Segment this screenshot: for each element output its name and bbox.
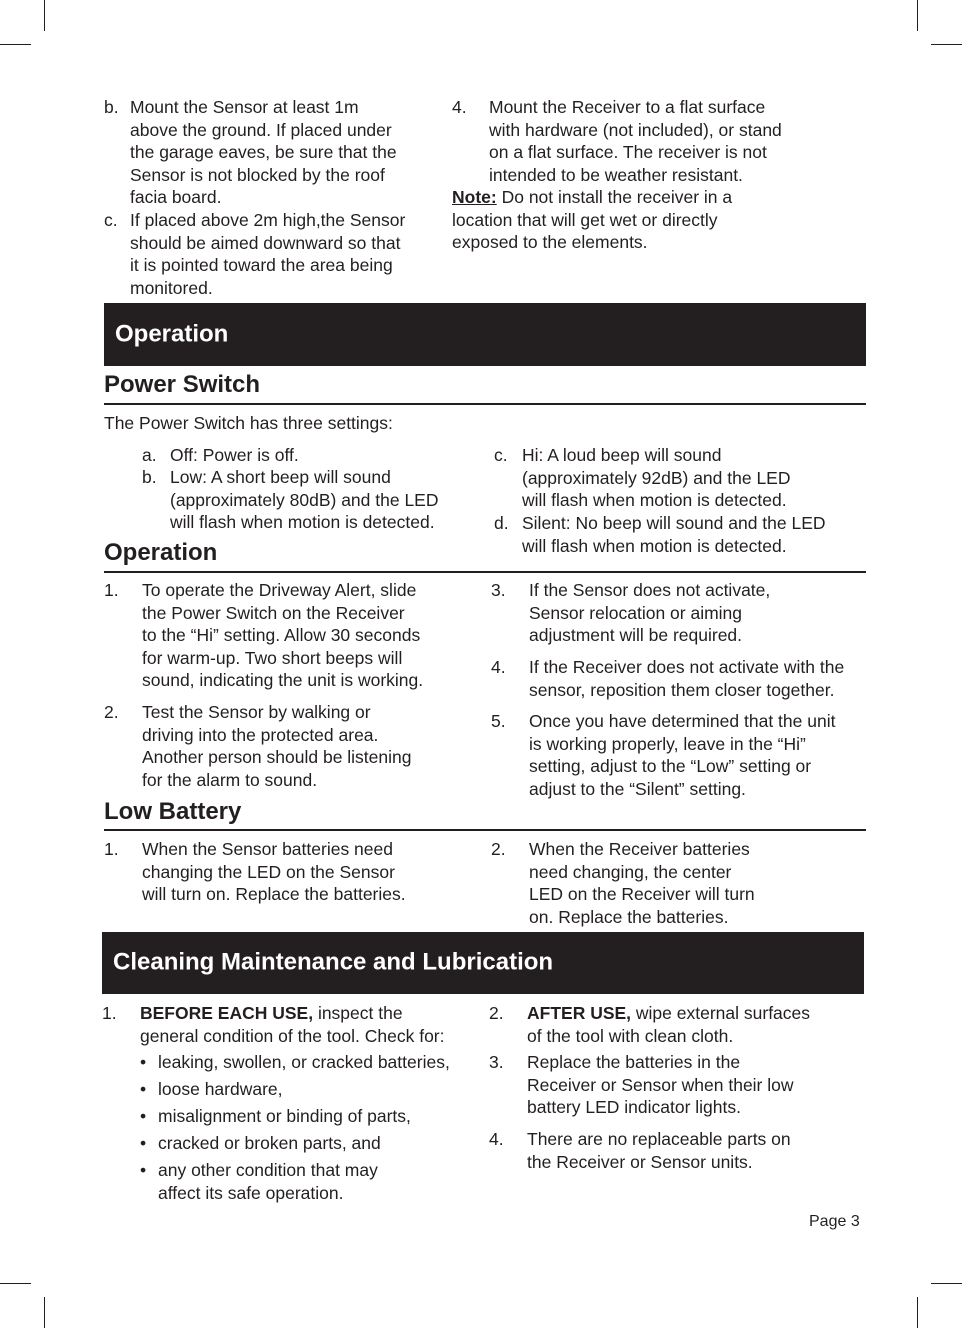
bullet-glyph: • (140, 1052, 147, 1072)
text-line: to the “Hi” setting. Allow 30 seconds (142, 625, 421, 646)
emphasis-text: AFTER USE, (527, 1003, 632, 1023)
text-line: If placed above 2m high,the Sensor (130, 210, 406, 230)
text-line: for warm-up. Two short beeps will (142, 647, 403, 668)
text-line: sensor, reposition them closer together. (529, 679, 835, 700)
text-line: above the ground. If placed under (130, 119, 392, 140)
crop-mark (0, 44, 31, 45)
list-marker: 3. (489, 1052, 504, 1072)
text-line: adjust to the “Silent” setting. (529, 778, 746, 799)
text-line: with hardware (not included), or stand (489, 119, 782, 140)
text-line: Mount the Receiver to a flat surface (489, 97, 766, 117)
list-marker: c. (494, 445, 508, 465)
text-line: (approximately 80dB) and the LED (170, 489, 439, 510)
crop-mark (931, 1283, 962, 1284)
crop-mark (44, 1297, 45, 1328)
text-line: Hi: A loud beep will sound (522, 445, 722, 465)
text-line: When the Sensor batteries need (142, 839, 393, 859)
text-line: Low: A short beep will sound (170, 467, 391, 487)
list-marker: 4. (489, 1129, 504, 1149)
bullet-glyph: • (140, 1160, 147, 1180)
text-line: LED on the Receiver will turn (529, 884, 755, 905)
list-marker: b. (104, 97, 119, 117)
section-header-bar (102, 932, 864, 994)
text-line: setting, adjust to the “Low” setting or (529, 756, 812, 777)
list-marker: b. (142, 467, 157, 487)
text-line: misalignment or binding of parts, (158, 1106, 411, 1126)
text-line: exposed to the elements. (452, 232, 648, 253)
text-line: If the Sensor does not activate, (529, 580, 771, 600)
text-line: affect its safe operation. (158, 1182, 344, 1203)
text-line: intended to be weather resistant. (489, 164, 743, 185)
text-line: need changing, the center (529, 861, 732, 882)
text-line: Another person should be listening (142, 747, 412, 768)
page-number: Page 3 (809, 1213, 860, 1230)
text-line: adjustment will be required. (529, 625, 743, 646)
text-line: changing the LED on the Sensor (142, 861, 395, 882)
text-line: on. Replace the batteries. (529, 906, 729, 927)
text-line: the Receiver or Sensor units. (527, 1151, 753, 1172)
text-line: driving into the protected area. (142, 724, 379, 745)
text-line: Silent: No beep will sound and the LED (522, 513, 826, 533)
text-line: loose hardware, (158, 1079, 283, 1099)
emphasis-text: BEFORE EACH USE, (140, 1003, 314, 1023)
bullet-glyph: • (140, 1133, 147, 1153)
crop-mark (917, 1297, 918, 1328)
bullet-glyph: • (140, 1079, 147, 1099)
text-line: of the tool with clean cloth. (527, 1025, 734, 1046)
crop-mark (0, 1283, 31, 1284)
text-line: To operate the Driveway Alert, slide (142, 580, 417, 600)
list-marker: d. (494, 513, 509, 533)
list-marker: 5. (491, 711, 506, 731)
list-marker: 4. (491, 657, 506, 677)
low-battery-heading: Low Battery (104, 798, 242, 825)
power-switch-heading: Power Switch (104, 371, 261, 398)
list-marker: 2. (104, 702, 119, 722)
section-header-bar (104, 303, 866, 366)
list-marker: 4. (452, 97, 467, 117)
text-line: the garage eaves, be sure that the (130, 142, 397, 163)
divider (104, 829, 866, 831)
text-line: battery LED indicator lights. (527, 1097, 741, 1118)
text-line: inspect the (313, 1003, 403, 1023)
bullet-glyph: • (140, 1106, 147, 1126)
text-line: should be aimed downward so that (130, 232, 401, 253)
power-switch-intro: The Power Switch has three settings: (104, 413, 393, 433)
text-line: facia board. (130, 187, 222, 208)
text-line: location that will get wet or directly (452, 209, 718, 230)
text-line: Replace the batteries in the (527, 1052, 741, 1072)
text-line: Once you have determined that the unit (529, 711, 836, 731)
crop-mark (917, 0, 918, 31)
list-marker: 1. (104, 580, 119, 600)
text-line: If the Receiver does not activate with the (529, 657, 845, 677)
text-line: leaking, swollen, or cracked batteries, (158, 1052, 450, 1072)
list-marker: 3. (491, 580, 506, 600)
text-line: will flash when motion is detected. (522, 535, 787, 556)
text-line: any other condition that may (158, 1160, 378, 1180)
text-line: Sensor relocation or aiming (529, 602, 743, 623)
text-line: the Power Switch on the Receiver (142, 602, 405, 623)
list-marker: 2. (491, 839, 506, 859)
text-line: Receiver or Sensor when their low (527, 1074, 794, 1095)
crop-mark (44, 0, 45, 31)
text-line: sound, indicating the unit is working. (142, 670, 424, 691)
text-line: cracked or broken parts, and (158, 1133, 381, 1153)
note-label: Note: (452, 187, 497, 207)
text-line: will flash when motion is detected. (170, 512, 435, 533)
list-marker: a. (142, 445, 157, 465)
text-line: on a flat surface. The receiver is not (489, 142, 767, 163)
note (452, 186, 872, 254)
text-line: Off: Power is off. (170, 445, 299, 465)
section-title: Cleaning Maintenance and Lubrication (113, 948, 554, 976)
text-line: Do not install the receiver in a (496, 187, 733, 207)
text-line: will flash when motion is detected. (522, 490, 787, 511)
list-marker: 2. (489, 1003, 504, 1023)
list-marker: c. (104, 210, 118, 230)
crop-mark (931, 44, 962, 45)
text-line: it is pointed toward the area being (130, 255, 393, 276)
list-marker: 1. (102, 1003, 117, 1023)
divider (104, 571, 866, 573)
text-line: general condition of the tool. Check for: (140, 1025, 445, 1046)
text-line: is working properly, leave in the “Hi” (529, 733, 806, 754)
list-marker: 1. (104, 839, 119, 859)
text-line: Mount the Sensor at least 1m (130, 97, 359, 117)
divider (104, 403, 866, 405)
text-line: monitored. (130, 277, 213, 298)
operation-heading: Operation (104, 539, 218, 566)
text-line: Test the Sensor by walking or (142, 702, 371, 722)
text-line: wipe external surfaces (631, 1003, 811, 1023)
text-line: When the Receiver batteries (529, 839, 750, 859)
text-line: (approximately 92dB) and the LED (522, 467, 791, 488)
text-line: Sensor is not blocked by the roof (130, 164, 385, 185)
text-line: for the alarm to sound. (142, 769, 318, 790)
text-line: will turn on. Replace the batteries. (142, 884, 406, 905)
text-line: There are no replaceable parts on (527, 1129, 791, 1149)
section-title: Operation (115, 320, 229, 348)
